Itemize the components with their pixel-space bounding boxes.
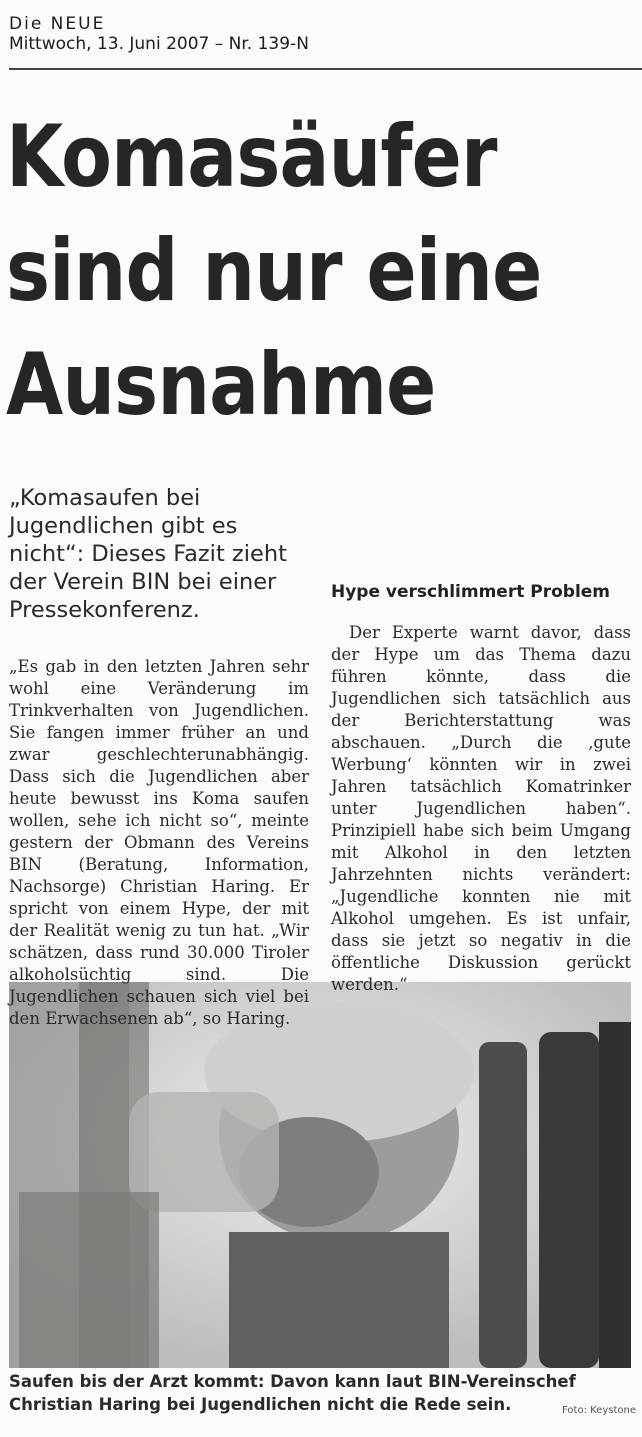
masthead [9, 14, 309, 54]
photo-credit: Foto: Keystone [562, 1405, 636, 1416]
headline-line-1: Komasäufer [6, 107, 497, 207]
article-paragraph-1: „Es gab in den letzten Jahren sehr wohl eine Veränderung im Trinkverhalten von Jugendlichen. Sie fangen immer früher an und zwar geschlechterunabhängig. Dass sich die Jugendlichen aber heute bewusst ins Koma saufen wollen, sehe ich nicht so“, meinte gestern der Obmann des Vereins BIN (Beratung, Information, Nachsorge) Christian Haring. Er spricht von einem Hype, der mit der Realität wenig zu tun hat. „Wir schätzen, dass rund 30.000 Tiroler alkoholsüchtig sind. Die Jugendlichen schauen sich viel bei den Erwachsenen ab“, so Haring. [9, 657, 309, 1028]
dateline: Mittwoch, 13. Juni 2007 – Nr. 139-N [9, 34, 309, 54]
photo-illustration [9, 982, 631, 1368]
article-photo [9, 982, 631, 1368]
publication-name: Die NEUE [9, 14, 106, 34]
masthead-rule [9, 68, 642, 70]
photo-caption: Saufen bis der Arzt kommt: Davon kann laut BIN-Vereinschef Christian Haring bei Jugendlichen nicht die Rede sein. [9, 1372, 576, 1414]
headline [6, 100, 548, 442]
headline-line-2: sind nur eine [6, 221, 542, 321]
headline-line-3: Ausnahme [6, 335, 436, 435]
article-column-left [9, 484, 309, 644]
article-subhead: Hype verschlimmert Problem [331, 582, 611, 602]
article-paragraph-2: Der Experte warnt davor, dass der Hype um das Thema dazu führen könnte, dass die Jugendlichen sich tatsächlich aus der Berichterstattung was abschauen. „Durch die ‚gute Werbung‘ könnten wir in zwei Jahren tatsächlich Komatrinker unter Jugendlichen haben“. Prinzipiell habe sich beim Umgang mit Alkohol in den letzten Jahrzehnten nichts verändert: „Jugendliche konnten nie mit Alkohol umgehen. Es ist unfair, dass sie jetzt so negativ in die öffentliche Diskussion gerückt werden.“ [331, 623, 631, 994]
article-lead: „Komasaufen bei Jugendlichen gibt es nicht“: Dieses Fazit zieht der Verein BIN bei einer Pressekonferenz. [9, 485, 287, 623]
